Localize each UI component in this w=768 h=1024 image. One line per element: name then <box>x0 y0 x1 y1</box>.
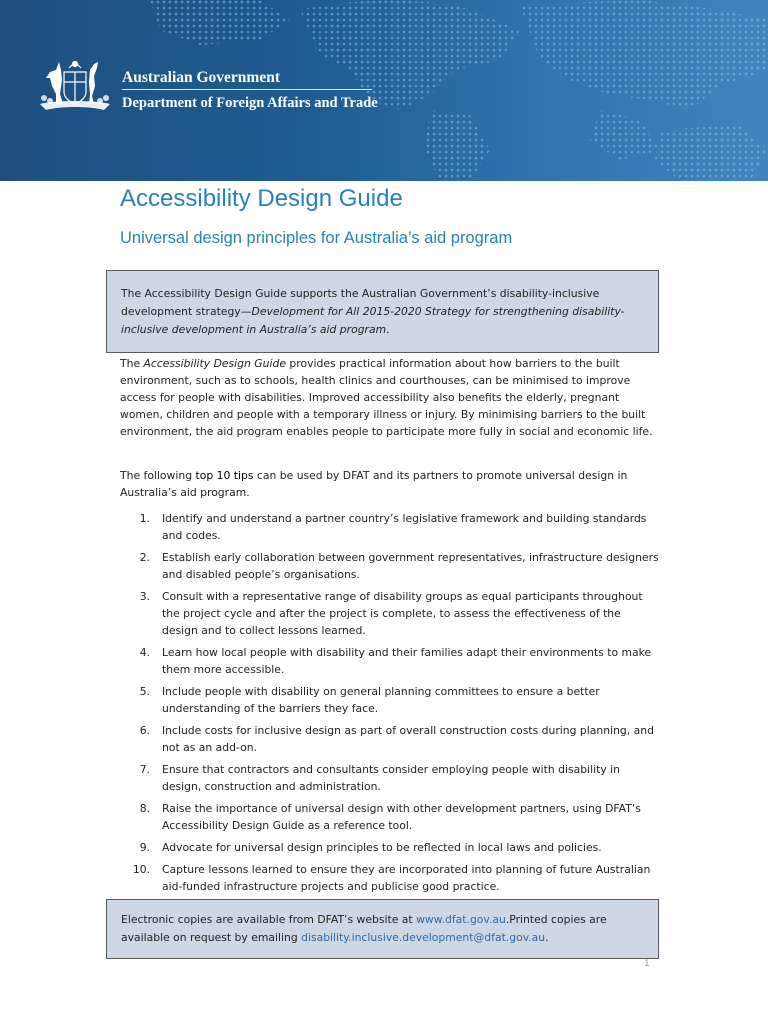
list-item-number: 5. <box>139 685 150 698</box>
contact-text: Electronic copies are available from DFAT’s website at <box>121 913 417 926</box>
list-item-number: 6. <box>139 724 150 737</box>
intro-callout-box <box>106 270 659 353</box>
list-item <box>120 644 660 678</box>
p2-rest: can be used by DFAT and its partners to promote universal design in Australia’s aid program. <box>120 469 628 499</box>
government-name: Australian Government <box>122 69 281 86</box>
top-tips-highlight: top 10 tips <box>195 469 254 482</box>
intro-end: . <box>386 323 390 336</box>
list-item-number: 2. <box>139 551 150 564</box>
list-item-number: 10. <box>132 863 150 876</box>
list-item-number: 8. <box>139 802 150 815</box>
list-item-number: 3. <box>139 590 150 603</box>
header-divider <box>122 89 372 90</box>
commonwealth-coat-of-arms-icon <box>34 58 116 114</box>
document-subtitle: Universal design principles for Australia’s aid program <box>120 229 513 247</box>
website-link[interactable]: www.dfat.gov.au <box>416 913 506 926</box>
header-banner <box>0 0 768 181</box>
list-item <box>120 800 660 834</box>
list-item-text: Establish early collaboration between government representatives, infrastructure designers and disabled people’s organisations. <box>162 551 659 581</box>
contact-text-2: .Printed copies are available on request by emailing <box>121 913 607 944</box>
list-item <box>120 861 660 895</box>
guide-name: Accessibility Design Guide <box>143 357 286 370</box>
department-name: Department of Foreign Affairs and Trade <box>122 95 378 111</box>
p1-rest: provides practical information about how barriers to the built environment, such as to schools, health clinics and courthouses, can be minimised to improve access for people with disabilities. Improved accessibility also benefits the elderly, pregnant women, children and people with a temporary illness or injury. By minimising barriers to the built environment, the aid program enables people to participate more fully in social and economic life. <box>120 357 653 438</box>
list-item-number: 4. <box>139 646 150 659</box>
list-item-text: Identify and understand a partner country’s legislative framework and building standards and codes. <box>162 512 647 542</box>
list-item <box>120 549 660 583</box>
contact-text-end: . <box>545 931 549 944</box>
document-title: Accessibility Design Guide <box>120 185 403 212</box>
list-item <box>120 722 660 756</box>
list-item-number: 7. <box>139 763 150 776</box>
list-item <box>120 588 660 639</box>
list-item-text: Include costs for inclusive design as part of overall construction costs during planning, and not as an add-on. <box>162 724 654 754</box>
list-item-number: 1. <box>139 512 150 525</box>
list-item <box>120 839 660 856</box>
contact-callout-box <box>106 899 659 959</box>
list-item-number: 9. <box>139 841 150 854</box>
list-item-text: Learn how local people with disability and their families adapt their environments to make them more accessible. <box>162 646 652 676</box>
email-link[interactable]: disability.inclusive.development@dfat.gov.au <box>301 931 546 944</box>
list-item-text: Advocate for universal design principles to be reflected in local laws and policies. <box>162 841 602 854</box>
tips-lead-paragraph <box>120 467 660 501</box>
tips-list <box>120 510 660 900</box>
p1-lead: The <box>120 357 144 370</box>
list-item <box>120 510 660 544</box>
list-item-text: Ensure that contractors and consultants consider employing people with disability in design, construction and administration. <box>162 763 621 793</box>
list-item <box>120 683 660 717</box>
intro-paragraph <box>120 355 660 440</box>
page-number: 1 <box>644 959 650 969</box>
strategy-name: Development for All 2015-2020 Strategy for strengthening disability-inclusive development in Australia’s aid program <box>121 305 625 336</box>
p2-lead: The following <box>120 469 196 482</box>
list-item-text: Include people with disability on general planning committees to ensure a better understanding of the barriers they face. <box>162 685 600 715</box>
list-item-text: Consult with a representative range of disability groups as equal participants throughout the project cycle and after the project is complete, to assess the effectiveness of the design and to collect lessons learned. <box>162 590 643 637</box>
intro-text: The Accessibility Design Guide supports the Australian Government’s disability-inclusive development strategy— <box>121 287 600 318</box>
list-item-text: Raise the importance of universal design with other development partners, using DFAT’s Accessibility Design Guide as a reference tool. <box>162 802 641 832</box>
list-item-text: Capture lessons learned to ensure they are incorporated into planning of future Australian aid-funded infrastructure projects and publicise good practice. <box>162 863 651 893</box>
list-item <box>120 761 660 795</box>
